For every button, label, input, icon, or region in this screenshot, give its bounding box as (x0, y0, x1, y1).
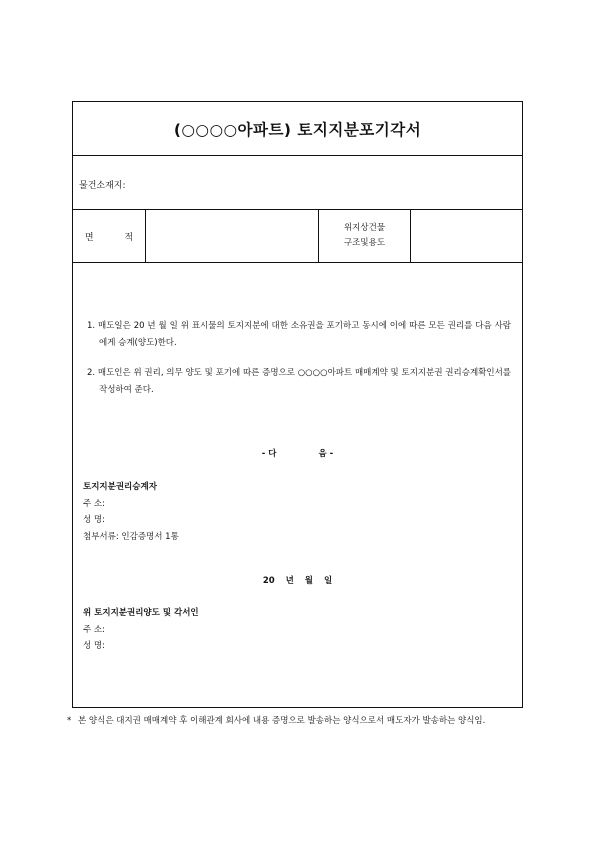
following-heading-left: - 다 (261, 449, 277, 459)
footnote (67, 713, 530, 729)
clause-1 (87, 318, 511, 352)
successor-section (83, 479, 179, 545)
footnote-mark: * (67, 716, 72, 726)
property-location-label: 물건소재지: (79, 181, 126, 191)
signer-address: 주 소: (83, 624, 105, 635)
successor-name: 성 명: (83, 515, 105, 525)
building-value-cell (411, 210, 522, 262)
area-row (73, 210, 522, 263)
title-row (73, 102, 522, 156)
building-label-cell (319, 210, 411, 262)
area-label: 면 적 (84, 232, 148, 243)
clause-2-text: 2. 매도인은 위 권리, 의무 양도 및 포기에 따른 증명으로 ○○○○아파트 매매계약 및 토지지분권 권리승계확인서를 작성하여 준다. (87, 368, 511, 395)
document-frame (72, 101, 523, 708)
area-value-cell (146, 210, 319, 262)
following-heading-right: 음 - (318, 449, 334, 459)
footnote-text: 본 양식은 대지권 매매계약 후 이해관계 회사에 내용 증명으로 발송하는 양식으로서 매도자가 발송하는 양식임. (78, 716, 486, 726)
successor-attachment: 첨부서류: 인감증명서 1통 (83, 531, 179, 542)
building-label-line1: 위지상건물 (343, 223, 386, 233)
date-line: 20 년 월 일 (262, 576, 333, 586)
signer-name: 성 명: (83, 641, 105, 651)
property-location-row (73, 156, 522, 210)
clause-1-text: 1. 매도일은 20 년 월 일 위 표시물의 토지지분에 대한 소유권을 포기하고 동시에 이에 따른 모든 권리를 다음 사람에게 승계(양도)한다. (87, 321, 511, 348)
building-label-line2: 구조및용도 (343, 238, 386, 248)
following-heading (73, 447, 522, 459)
document-title: (○○○○아파트) 토지지분포기각서 (173, 120, 422, 139)
successor-address: 주 소: (83, 498, 105, 509)
successor-heading: 토지지분권리승계자 (83, 482, 157, 492)
signer-section (83, 605, 199, 655)
clause-2 (87, 365, 511, 399)
signer-heading: 위 토지지분권리양도 및 각서인 (83, 608, 199, 618)
area-label-cell (73, 210, 146, 262)
